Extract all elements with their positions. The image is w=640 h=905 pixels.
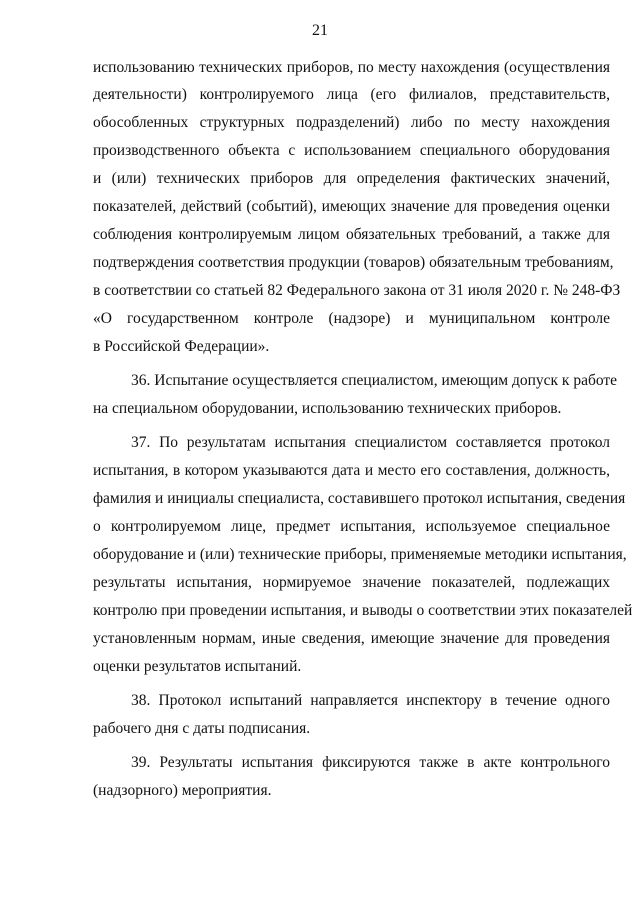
text-line: на специальном оборудовании, использованию технических приборов.	[93, 400, 562, 417]
text-line: деятельности) контролируемого лица (его филиалов, представительств,	[93, 86, 610, 103]
text-line: результаты испытания, нормируемое значение показателей, подлежащих	[93, 574, 610, 591]
text-line: производственного объекта с использованием специального оборудования	[93, 142, 610, 159]
text-line: использованию технических приборов, по месту нахождения (осуществления	[93, 59, 610, 76]
paragraph-37-line: 37. По результатам испытания специалистом составляется протокол	[131, 434, 610, 451]
text-line: рабочего дня с даты подписания.	[93, 720, 311, 737]
text-line: подтверждения соответствия продукции (товаров) обязательным требованиям,	[93, 254, 614, 271]
text-line: оборудование и (или) технические приборы, применяемые методики испытания,	[93, 546, 627, 563]
text-line: и (или) технических приборов для определения фактических значений,	[93, 170, 610, 187]
text-line: в соответствии со статьей 82 Федерального закона от 31 июля 2020 г. № 248-ФЗ	[93, 282, 621, 299]
text-line: фамилия и инициалы специалиста, составившего протокол испытания, сведения	[93, 490, 626, 507]
text-line: испытания, в котором указываются дата и место его составления, должность,	[93, 462, 610, 479]
paragraph-39-line: 39. Результаты испытания фиксируются также в акте контрольного	[131, 754, 610, 771]
text-line: контролю при проведении испытания, и выводы о соответствии этих показателей	[93, 602, 633, 619]
text-line: «О государственном контроле (надзоре) и муниципальном контроле	[93, 310, 610, 327]
text-line: о контролируемом лице, предмет испытания, используемое специальное	[93, 518, 610, 535]
text-line: (надзорного) мероприятия.	[93, 782, 272, 799]
text-line: соблюдения контролируемым лицом обязательных требований, а также для	[93, 226, 610, 243]
paragraph-36-line: 36. Испытание осуществляется специалистом, имеющим допуск к работе	[131, 372, 618, 389]
text-line: установленным нормам, иные сведения, имеющие значение для проведения	[93, 630, 610, 647]
text-line: оценки результатов испытаний.	[93, 658, 302, 675]
text-line: в Российской Федерации».	[93, 338, 270, 355]
text-line: показателей, действий (событий), имеющих значение для проведения оценки	[93, 198, 610, 215]
page-number: 21	[312, 22, 328, 39]
text-line: обособленных структурных подразделений) либо по месту нахождения	[93, 114, 610, 131]
paragraph-38-line: 38. Протокол испытаний направляется инспектору в течение одного	[131, 692, 610, 709]
